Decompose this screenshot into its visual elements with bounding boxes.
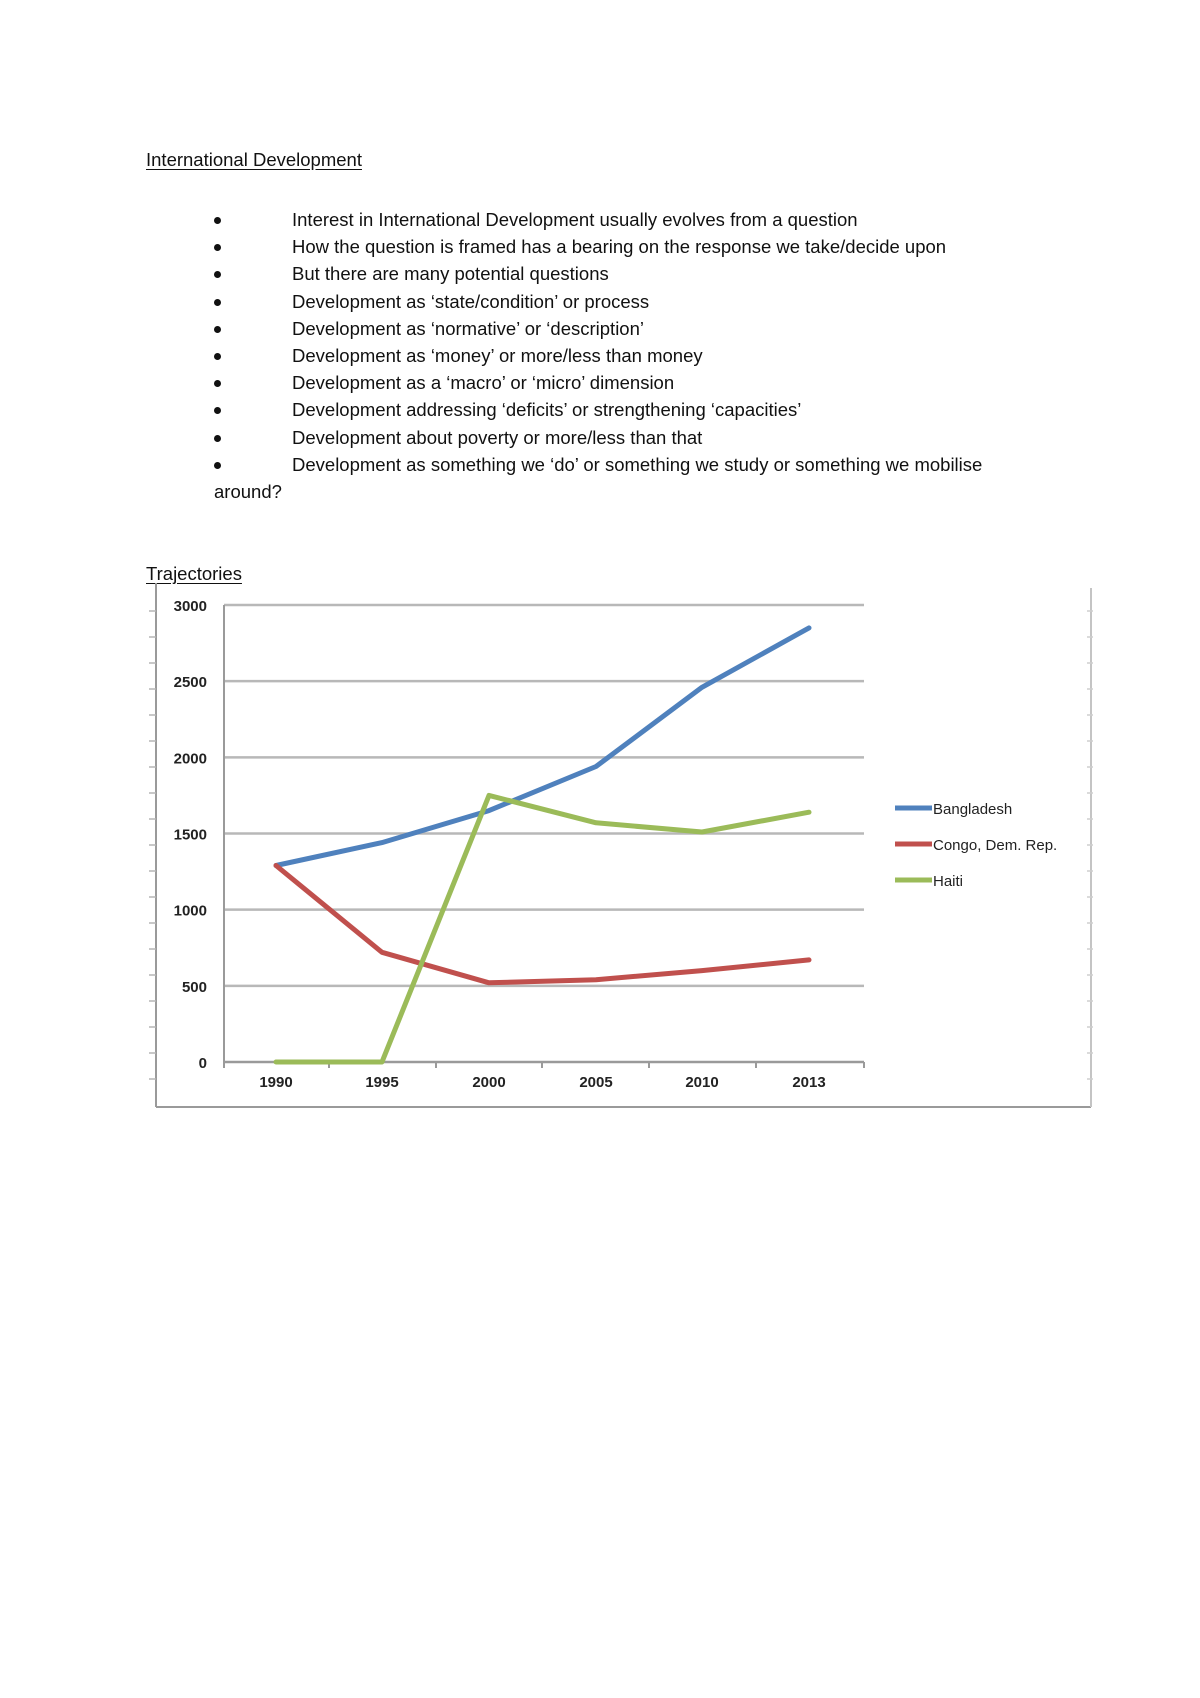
x-tick-label: 2013: [792, 1074, 826, 1091]
x-tick-label: 1990: [259, 1074, 293, 1091]
legend-label: Bangladesh: [933, 801, 1013, 818]
section-heading-trajectories: Trajectories: [146, 563, 242, 584]
x-tick-label: 2005: [579, 1074, 613, 1091]
y-tick-label: 2000: [173, 750, 207, 768]
bullet-text: Development as ‘state/condition’ or process: [292, 290, 650, 312]
bullet-text: Development as ‘money’ or more/less than money: [292, 344, 703, 366]
series-line-congo-dem-rep: [276, 866, 809, 983]
x-tick-label: 2010: [685, 1074, 719, 1091]
bullet-text: Interest in International Development usually evolves from a question: [292, 209, 858, 230]
bullet-text: Development addressing ‘deficits’ or strengthening ‘capacities’: [292, 399, 802, 421]
legend-label: Haiti: [933, 873, 964, 890]
bullet-text: Development as something we ‘do’ or something we study or something we mobilise: [292, 453, 983, 475]
y-tick-label: 1000: [173, 902, 207, 920]
y-tick-label: 0: [198, 1055, 207, 1072]
document-title: International Development: [146, 149, 362, 170]
bullet-continuation: around?: [214, 480, 282, 502]
y-tick-label: 3000: [173, 598, 207, 615]
bullet-text: Development as a ‘macro’ or ‘micro’ dimension: [292, 372, 675, 394]
bullet-text: Development as ‘normative’ or ‘description’: [292, 317, 644, 339]
x-tick-label: 1995: [365, 1074, 399, 1091]
y-tick-label: 2500: [173, 674, 207, 692]
y-tick-label: 1500: [173, 826, 207, 844]
legend-label: Congo, Dem. Rep.: [933, 837, 1058, 854]
series-line-bangladesh: [276, 628, 809, 866]
x-tick-label: 2000: [472, 1074, 506, 1091]
bullet-text: But there are many potential questions: [292, 263, 609, 285]
bullet-text: Development about poverty or more/less than that: [292, 426, 703, 448]
y-tick-label: 500: [181, 978, 207, 996]
bullet-text: How the question is framed has a bearing on the response we take/decide upon: [292, 236, 947, 258]
